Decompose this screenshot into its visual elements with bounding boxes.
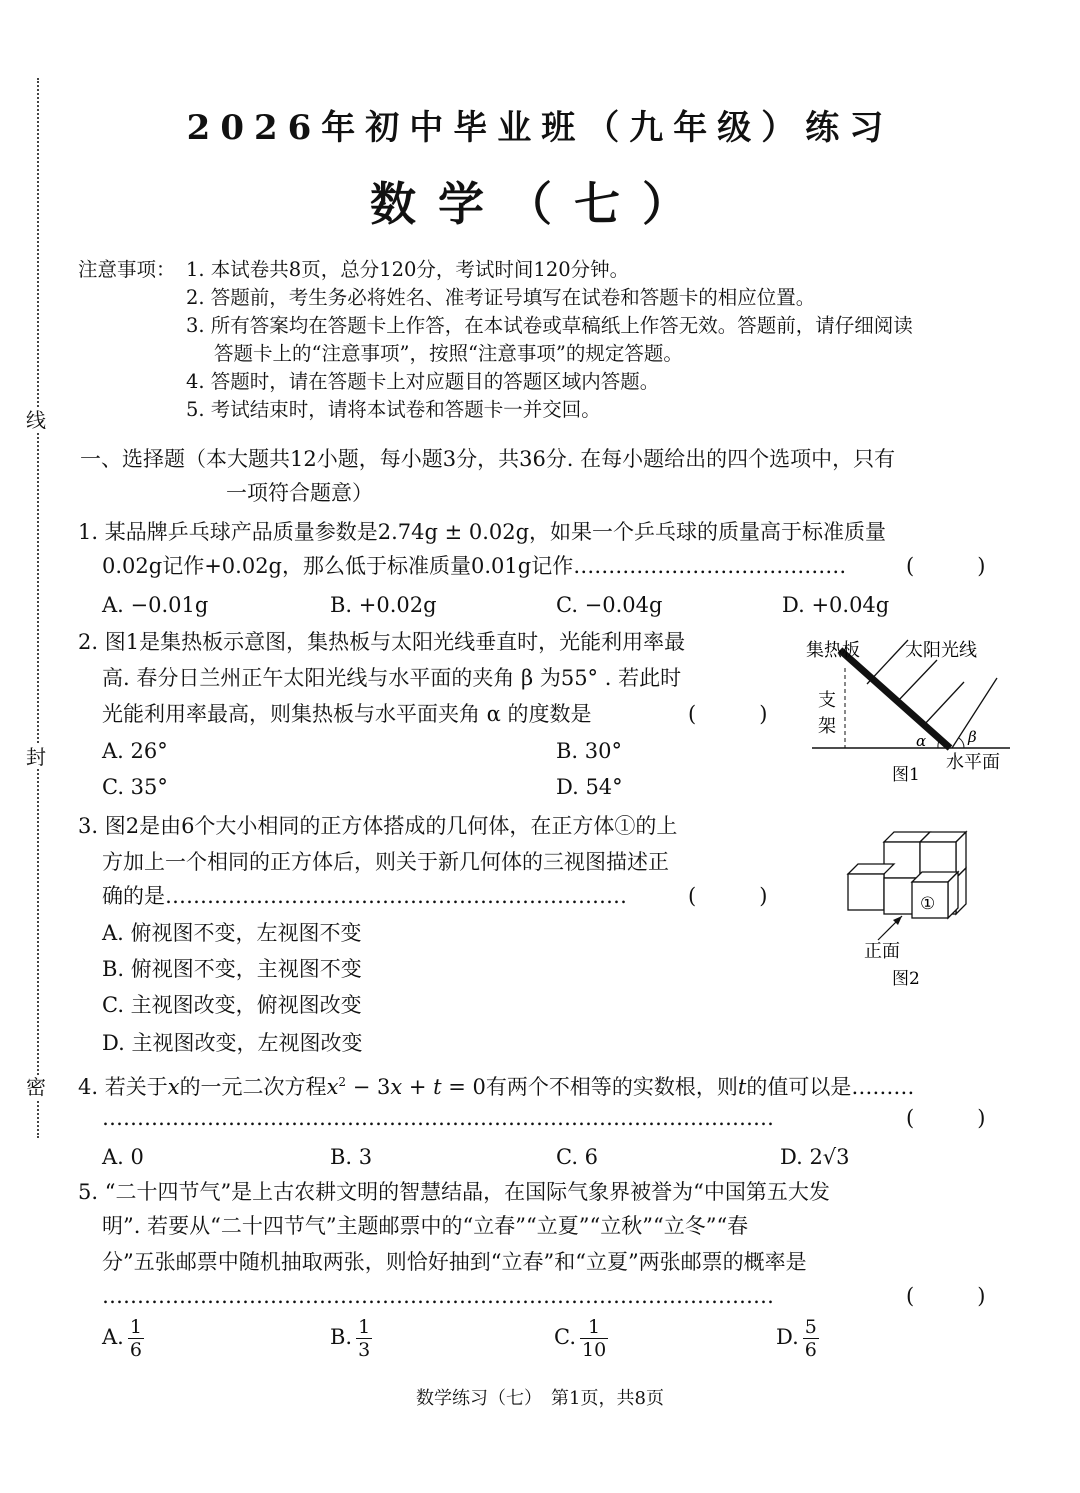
notice-item-5: 5. 考试结束时，请将本试卷和答题卡一并交回。 xyxy=(186,398,601,421)
sun-ray-3 xyxy=(923,682,964,726)
q5-line3: 分”五张邮票中随机抽取两张，则恰好抽到“立春”和“立夏”两张邮票的概率是 xyxy=(102,1250,807,1274)
q4-var-x: x xyxy=(167,1075,180,1099)
label-sunlight: 太阳光线 xyxy=(905,640,977,661)
notice-item-4: 4. 答题时，请在答题卡上对应题目的答题区域内答题。 xyxy=(186,370,660,393)
q3-line1: 3. 图2是由6个大小相同的正方体搭成的几何体，在正方体①的上 xyxy=(78,814,678,838)
denominator: 10 xyxy=(582,1339,607,1361)
denominator: 6 xyxy=(129,1339,142,1361)
q4-eq-t: t xyxy=(433,1075,442,1099)
notice-item-1: 1. 本试卷共8页，总分120分，考试时间120分钟。 xyxy=(186,258,630,281)
fraction xyxy=(356,1316,372,1361)
label-stand-2: 架 xyxy=(818,716,836,737)
cube-top-left-front xyxy=(884,842,920,878)
figure-1-caption: 图1 xyxy=(892,765,920,785)
q5-option-c xyxy=(554,1316,608,1361)
q1-option-b: B. +0.02g xyxy=(330,593,437,617)
q5-option-b-label: B. xyxy=(330,1325,353,1349)
numerator: 1 xyxy=(129,1316,142,1338)
q4-eq-end: = 0有两个不相等的实数根，则 xyxy=(441,1075,738,1099)
q1-option-a: A. −0.01g xyxy=(102,593,209,617)
label-stand-1: 支 xyxy=(818,690,836,711)
q4-pre: 4. 若关于 xyxy=(78,1075,168,1099)
notice-item-2: 2. 答题前，考生务必将姓名、准考证号填写在试卷和答题卡的相应位置。 xyxy=(186,286,816,309)
q2-answer-paren: ( ) xyxy=(688,702,768,726)
exam-title: 2026年初中毕业班（九年级）练习 xyxy=(186,108,894,148)
q1-line2: 0.02g记作+0.02g，那么低于标准质量0.01g记作………………………………… xyxy=(102,554,847,578)
q4-eq-power: 2 xyxy=(338,1075,347,1089)
numerator: 5 xyxy=(804,1316,817,1338)
q4-eq-x2: x xyxy=(390,1075,403,1099)
section-heading-cont: 一项符合题意） xyxy=(226,481,373,505)
q5-option-b xyxy=(330,1316,372,1361)
q2-line3: 光能利用率最高，则集热板与水平面夹角 α 的度数是 xyxy=(102,702,592,726)
q1-option-c: C. −0.04g xyxy=(556,593,663,617)
q2-option-d: D. 54° xyxy=(556,775,623,799)
binding-dotted-line xyxy=(37,78,39,1138)
label-cube-1: ① xyxy=(920,894,936,914)
page-footer: 数学练习（七） 第1页，共8页 xyxy=(416,1388,664,1409)
q2-option-b: B. 30° xyxy=(556,739,623,763)
q3-option-c: C. 主视图改变，俯视图改变 xyxy=(102,993,362,1017)
q3-option-b: B. 俯视图不变，主视图不变 xyxy=(102,957,362,981)
q1-line1: 1. 某品牌乒乓球产品质量参数是2.74g ± 0.02g，如果一个乒乓球的质量高于标准质量 xyxy=(78,520,887,544)
q3-line2: 方加上一个相同的正方体后，则关于新几何体的三视图描述正 xyxy=(102,850,669,874)
q2-line2: 高. 春分日兰州正午太阳光线与水平面的夹角 β 为55° . 若此时 xyxy=(102,666,682,690)
q3-option-a: A. 俯视图不变，左视图不变 xyxy=(102,921,362,945)
fraction xyxy=(128,1316,144,1361)
cube-left-front xyxy=(848,874,884,910)
q4-answer-paren: ( ) xyxy=(906,1106,986,1130)
sun-ray-1 xyxy=(867,640,908,684)
q5-option-a xyxy=(102,1316,144,1361)
sun-ray-2 xyxy=(897,660,937,702)
q4-eq-plus: + xyxy=(402,1075,434,1099)
figure-2-cubes xyxy=(840,822,990,997)
binding-char-seal: 封 xyxy=(26,745,46,769)
notice-item-3: 3. 所有答案均在答题卡上作答，在本试卷或草稿纸上作答无效。答题前，请仔细阅读 xyxy=(186,314,913,337)
numerator: 1 xyxy=(580,1316,608,1339)
q4-post: 的值可以是……… xyxy=(746,1075,915,1099)
denominator: 3 xyxy=(358,1339,371,1361)
q5-answer-paren: ( ) xyxy=(906,1284,986,1308)
q5-option-a-label: A. xyxy=(102,1325,124,1349)
q2-option-a: A. 26° xyxy=(102,739,168,763)
q5-line4: …………………………………………………………………………………… xyxy=(102,1284,774,1308)
beta-arc xyxy=(959,738,964,748)
numerator: 1 xyxy=(358,1316,371,1338)
q2-option-c: C. 35° xyxy=(102,775,168,799)
notice-label: 注意事项： xyxy=(78,258,176,281)
q2-line1: 2. 图1是集热板示意图，集热板与太阳光线垂直时，光能利用率最 xyxy=(78,630,686,654)
label-collector: 集热板 xyxy=(806,640,860,661)
binding-char-secret: 密 xyxy=(26,1075,46,1099)
q1-answer-paren: ( ) xyxy=(906,554,986,578)
exam-subtitle: 数学（七） xyxy=(370,177,710,231)
q3-option-d: D. 主视图改变，左视图改变 xyxy=(102,1031,363,1055)
q5-option-c-label: C. xyxy=(554,1325,576,1349)
q5-line1: 5. “二十四节气”是上古农耕文明的智慧结晶，在国际气象界被誉为“中国第五大发 xyxy=(78,1180,830,1204)
label-ground: 水平面 xyxy=(946,752,1000,773)
q4-option-d: D. 2√3 xyxy=(780,1145,850,1169)
label-alpha: α xyxy=(916,732,927,750)
figure-1-solar-panel xyxy=(800,630,1020,795)
q5-option-d-label: D. xyxy=(776,1325,799,1349)
collector-panel xyxy=(840,650,950,748)
q1-option-d: D. +0.04g xyxy=(782,593,890,617)
fraction xyxy=(803,1316,819,1361)
q4-option-b: B. 3 xyxy=(330,1145,373,1169)
q4-eq-x: x xyxy=(326,1075,339,1099)
section-heading: 一、选择题（本大题共12小题，每小题3分，共36分. 在每小题给出的四个选项中，只有 xyxy=(80,447,896,471)
notice-item-3-cont: 答题卡上的“注意事项”，按照“注意事项”的规定答题。 xyxy=(214,342,683,365)
figure-2-caption: 图2 xyxy=(892,969,920,989)
q5-option-d xyxy=(776,1316,819,1361)
q4-mid: 的一元二次方程 xyxy=(179,1075,327,1099)
q4-option-c: C. 6 xyxy=(556,1145,599,1169)
q4-line2: …………………………………………………………………………………… xyxy=(102,1106,774,1130)
q3-answer-paren: ( ) xyxy=(688,884,768,908)
q4-var-t: t xyxy=(737,1075,747,1099)
q4-line1 xyxy=(78,1066,914,1103)
binding-char-line: 线 xyxy=(26,408,46,432)
q3-line3: 确的是………………………………………………………… xyxy=(102,884,627,908)
q4-eq-rest: − 3 xyxy=(346,1075,391,1099)
denominator: 6 xyxy=(804,1339,817,1361)
label-front: 正面 xyxy=(864,941,900,962)
q5-line2: 明”. 若要从“二十四节气”主题邮票中的“立春”“立夏”“立秋”“立冬”“春 xyxy=(102,1214,749,1238)
q4-option-a: A. 0 xyxy=(102,1145,144,1169)
label-beta: β xyxy=(968,728,977,746)
fraction xyxy=(580,1316,608,1361)
